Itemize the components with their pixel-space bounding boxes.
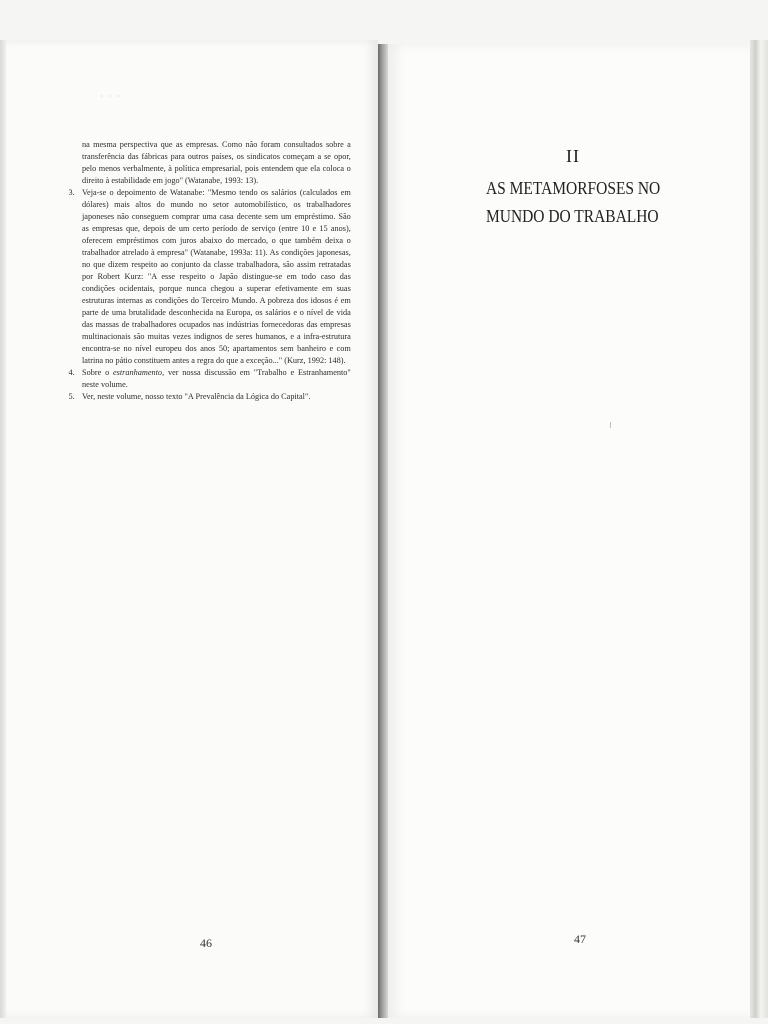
footnote-text: Ver, neste volume, nosso texto "A Prevalência da Lógica do Capital". xyxy=(82,391,311,401)
right-page-edge xyxy=(750,40,768,1018)
intro-paragraph: na mesma perspectiva que as empresas. Como não foram consultados sobre a transferência das fábricas para outros países, os sindicatos começam a se opor, pelo menos verbalmente, à política empresarial, pois entendem que ela coloca o direito à estabilidade em jogo" (Watanabe, 1993: 13). xyxy=(82,139,351,185)
footnote-number: 4. xyxy=(68,367,75,377)
footnote-number: 3. xyxy=(68,187,75,197)
chapter-title-line-2: MUNDO DO TRABALHO xyxy=(486,206,659,226)
footnote-4 xyxy=(68,366,351,390)
footnote-3 xyxy=(68,186,351,366)
left-page-text xyxy=(68,138,351,402)
scan-mark xyxy=(610,422,611,428)
footnote-5 xyxy=(68,390,351,402)
right-page-number: 47 xyxy=(574,932,586,946)
footnote-number: 5. xyxy=(68,391,75,401)
chapter-number: II xyxy=(566,146,580,166)
footnote-italic-term: estranhamento xyxy=(113,367,163,377)
left-page-number: 46 xyxy=(200,936,212,950)
footnote-text xyxy=(82,366,351,390)
footnote-text-after: , ver nossa discussão em "Trabalho e Estranhamento" neste volume. xyxy=(82,367,351,389)
footnote-text-before: Sobre o xyxy=(82,367,114,377)
chapter-title-line-1: AS METAMORFOSES NO xyxy=(486,178,661,198)
scan-smudge: · · · xyxy=(100,92,122,101)
book-gutter xyxy=(378,44,388,1018)
chapter-title xyxy=(486,174,675,230)
footnote-text: Veja-se o depoimento de Watanabe: "Mesmo tendo os salários (calculados em dólares) mais altos do mundo no setor automobilístico, os trabalhadores japoneses não conseguem comprar uma casa decente sem um empréstimo. São as empresas que, depois de um certo período de serviço (entre 10 e 15 anos), oferecem empréstimos com juros abaixo do mercado, o que também deixa o trabalhador atrelado à empresa" (Watanabe, 1993a: 11). As condições japonesas, no que dizem respeito ao conjunto da classe trabalhadora, são assim retratadas por Robert Kurz: "A esse respeito o Japão distingue-se em todo caso das condições ocidentais, porque nunca chegou a superar efetivamente em suas estruturas internas as condições do Terceiro Mundo. A pobreza dos idosos é em parte de uma brutalidade desconhecida na Europa, os salários e o nível de vida das massas de trabalhadores ocupados nas indústrias fornecedoras das empresas multinacionais são muitas vezes indignos de seres humanos, e a infra-estrutura encontra-se no nível europeu dos anos 50; apartamentos sem banheiro e com latrina no pátio constituem antes a regra do que a exceção..." (Kurz, 1992: 148). xyxy=(82,187,351,365)
